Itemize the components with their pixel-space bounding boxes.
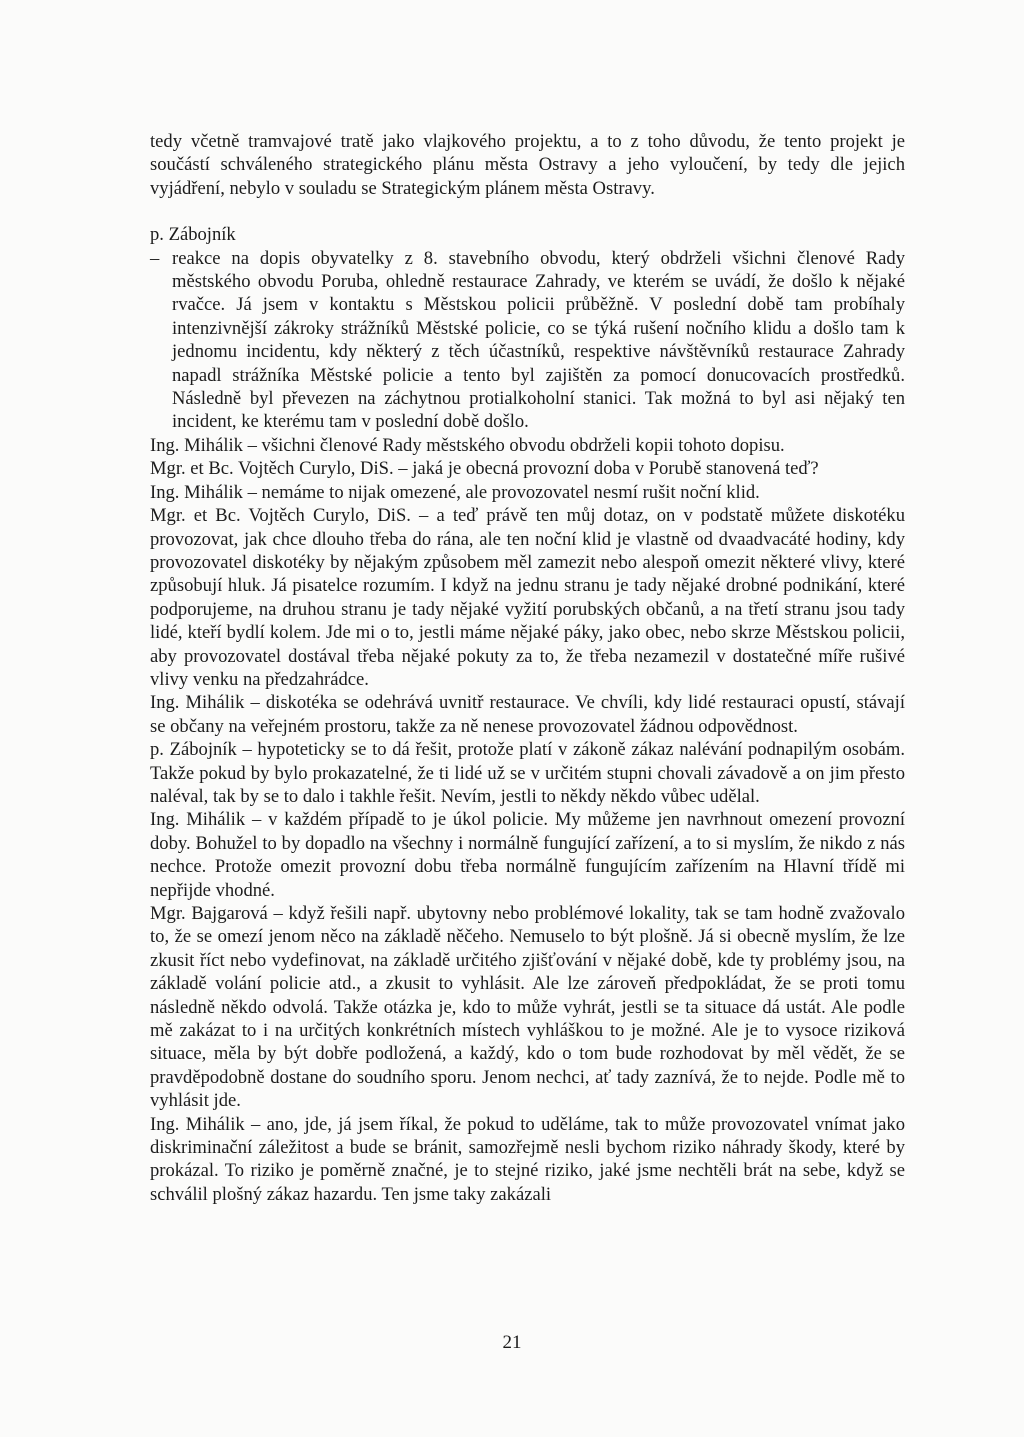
dash-item-text: reakce na dopis obyvatelky z 8. stavebního obvodu, který obdrželi všichni členové Rady městského obvodu Poruba, ohledně restaurace Zahrady, ve kterém se uvádí, že došlo k nějaké rvačce. Já jsem v kontaktu s Městskou policii průběžně. V poslední době tam probíhaly intenzivnější zákroky strážníků Městské policie, co se týká rušení nočního klidu a došlo tam k jednomu incidentu, kdy některý z těch účastníků, respektive návštěvníků restaurace Zahrady napadl strážníka Městské policie a tento byl zajištěn za pomocí donucovacích prostředků. Následně byl převezen na záchytnou protialkoholní stanici. Tak možná to byl asi nějaký ten incident, ke kterému tam v poslední době došlo. xyxy=(172,247,905,433)
speaker-paragraph: p. Zábojník – hypoteticky se to dá řešit, protože platí v zákoně zákaz nalévání podnapilým osobám. Takže pokud by bylo prokazatelné, že ti lidé už se v určitém stupni chovali závadově a on jim přesto naléval, tak by se to dalo i takhle řešit. Nevím, jestli to někdy někdo vůbec udělal. xyxy=(150,739,905,807)
speaker-paragraph: Ing. Mihálik – diskotéka se odehrává uvnitř restaurace. Ve chvíli, kdy lidé restauraci opustí, stávají se občany na veřejném prostoru, takže za ně nenese provozovatel žádnou odpovědnost. xyxy=(150,692,905,737)
speaker-paragraph: Mgr. Bajgarová – když řešili např. ubytovny nebo problémové lokality, tak se tam hodně zvažovalo to, že se omezí jenom něco na základě něčeho. Nemuselo to být plošně. Já si obecně myslím, že lze zkusit říct nebo vydefinovat, na základě určitého zjišťování v nějaké době, kde ty problémy jsou, na základě volání policie atd., a zkusit to vyhlásit. Ale lze zároveň předpokládat, že se proti tomu následně někdo odvolá. Takže otázka je, kdo to může vyhrát, jestli se ta situace dá ustát. Ale podle mě zakázat to i na určitých konkrétních místech vyhláškou to je možné. Ale je to vysoce riziková situace, měla by být dobře podložená, a každý, kdo o tom bude rozhodovat by měl vědět, že se pravděpodobně dostane do soudního sporu. Jenom nechci, ať tady zaznívá, že to nejde. Podle mě to vyhlásit jde. xyxy=(150,903,905,1112)
speaker-paragraph: Mgr. et Bc. Vojtěch Curylo, DiS. – a teď právě ten můj dotaz, on v podstatě můžete diskotéku provozovat, jak chce dlouho třeba do rána, ale ten noční klid je vlastně od dvaadvacáté hodiny, kdy provozovatel diskotéky by nějakým způsobem měl zamezit nebo alespoň omezit některé vlivy, které způsobují hluk. Já pisatelce rozumím. I když na jednu stranu je tady nějaké drobné podnikání, které podporujeme, na druhou stranu je tady nějaké vyžití porubských občanů, a na třetí stranu jsou tady lidé, kteří bydlí kolem. Jde mi o to, jestli máme nějaké páky, jako obec, nebo skrze Městskou policii, aby provozovatel dostával třeba nějaké pokuty za to, že třeba nezamezil v dostatečné míře rušivé vlivy venku na předzahrádce. xyxy=(150,505,905,690)
speaker-paragraph: Ing. Mihálik – ano, jde, já jsem říkal, že pokud to uděláme, tak to může provozovatel vnímat jako diskriminační záležitost a bude se bránit, samozřejmě nesli bychom riziko náhrady škody, které by prokázal. To riziko je poměrně značné, je to stejné riziko, jaké jsme nechtěli brát na sebe, když se schválil plošný zákaz hazardu. Ten jsme taky zakázali xyxy=(150,1113,905,1205)
dash-list-item xyxy=(150,247,905,434)
body-text xyxy=(150,130,905,1206)
section-gap xyxy=(150,200,905,223)
dash-bullet: – xyxy=(150,247,160,269)
intro-paragraph: tedy včetně tramvajové tratě jako vlajkového projektu, a to z toho důvodu, že tento projekt je součástí schváleného strategického plánu města Ostravy a jeho vyloučení, by tedy dle jejich vyjádření, nebylo v souladu se Strategickým plánem města Ostravy. xyxy=(150,131,905,199)
page-number: 21 xyxy=(502,1332,522,1353)
section-heading: p. Zábojník xyxy=(150,224,236,246)
speaker-paragraph: Ing. Mihálik – všichni členové Rady městského obvodu obdrželi kopii tohoto dopisu. xyxy=(150,434,785,456)
speaker-paragraph: Mgr. et Bc. Vojtěch Curylo, DiS. – jaká je obecná provozní doba v Porubě stanovená teď? xyxy=(150,458,819,480)
speaker-paragraph: Ing. Mihálik – nemáme to nijak omezené, ale provozovatel nesmí rušit noční klid. xyxy=(150,481,760,503)
speaker-paragraph: Ing. Mihálik – v každém případě to je úkol policie. My můžeme jen navrhnout omezení provozní doby. Bohužel to by dopadlo na všechny i normálně fungující zařízení, a to si myslím, že nikdo z nás nechce. Protože omezit provozní dobu třeba normálně fungujícím zařízením na Hlavní třídě mi nepřijde vhodné. xyxy=(150,809,905,901)
